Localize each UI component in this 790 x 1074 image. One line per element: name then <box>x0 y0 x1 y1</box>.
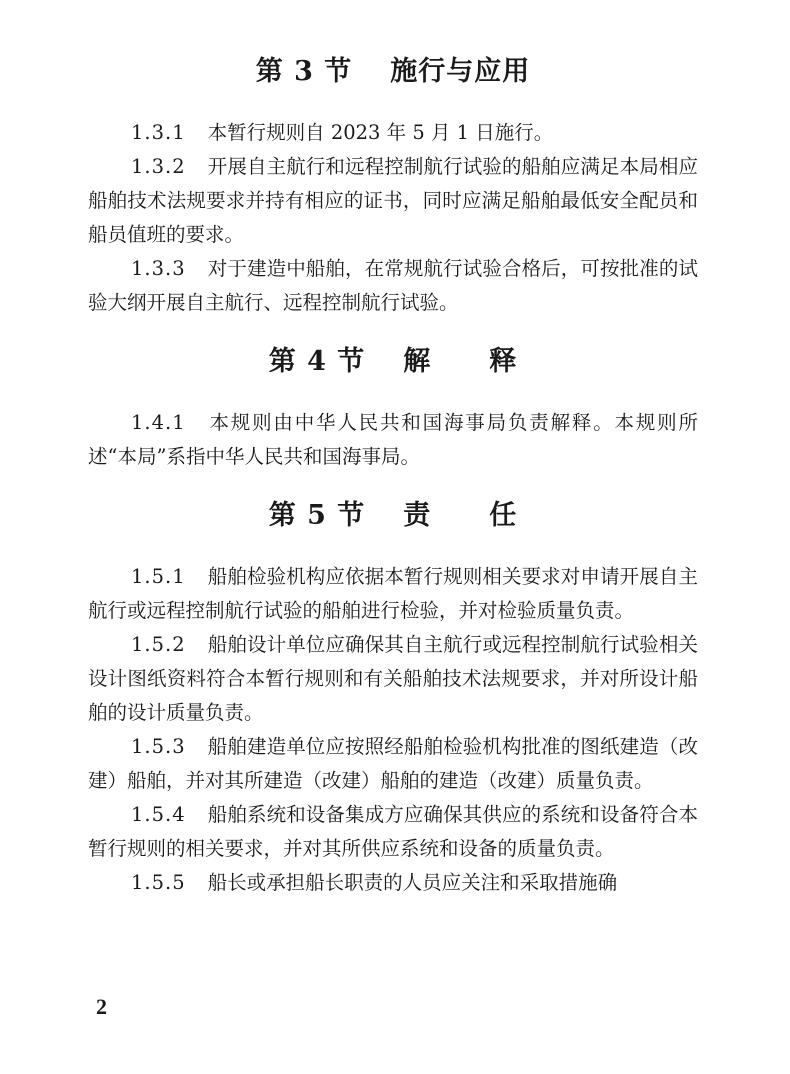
clause-text: 开展自主航行和远程控制航行试验的船舶应满足本局相应船舶技术法规要求并持有相应的证书，同时应满足船舶最低安全配员和船员值班的要求。 <box>88 155 698 246</box>
paragraph-1-5-4 <box>88 798 698 866</box>
section-4-heading <box>88 338 698 386</box>
clause-text: 本规则由中华人民共和国海事局负责解释。本规则所述“本局”系指中华人民共和国海事局。 <box>88 411 698 468</box>
section-4-number: 第 4 节 <box>268 346 366 377</box>
clause-number: 1.3.2 <box>131 155 186 178</box>
paragraph-1-4-1 <box>88 406 698 474</box>
section-5-heading <box>88 492 698 540</box>
section-3-number: 第 3 节 <box>255 56 353 87</box>
paragraph-1-5-1 <box>88 560 698 628</box>
paragraph-1-5-5 <box>88 866 698 900</box>
clause-number: 1.4.1 <box>131 411 186 434</box>
clause-text: 船舶检验机构应依据本暂行规则相关要求对申请开展自主航行或远程控制航行试验的船舶进行检验，并对检验质量负责。 <box>88 565 698 622</box>
paragraph-1-5-2 <box>88 628 698 730</box>
section-5-title-char-1: 责 <box>403 500 432 531</box>
clause-text: 船舶设计单位应确保其自主航行或远程控制航行试验相关设计图纸资料符合本暂行规则和有关船舶技术法规要求，并对所设计船舶的设计质量负责。 <box>88 633 698 724</box>
section-4-title-char-2: 释 <box>489 346 518 377</box>
clause-text: 船长或承担船长职责的人员应关注和采取措施确 <box>207 871 618 894</box>
clause-number: 1.5.4 <box>131 803 186 826</box>
paragraph-1-3-3 <box>88 252 698 320</box>
section-5-number: 第 5 节 <box>268 500 366 531</box>
clause-text: 船舶建造单位应按照经船舶检验机构批准的图纸建造（改建）船舶，并对其所建造（改建）船舶的建造（改建）质量负责。 <box>88 735 698 792</box>
section-5-title-char-2: 任 <box>489 500 518 531</box>
clause-number: 1.5.1 <box>131 565 186 588</box>
clause-text: 对于建造中船舶，在常规航行试验合格后，可按批准的试验大纲开展自主航行、远程控制航行试验。 <box>88 257 698 314</box>
paragraph-1-3-1 <box>88 116 698 150</box>
section-4-title-char-1: 解 <box>403 346 432 377</box>
paragraph-1-3-2 <box>88 150 698 252</box>
page-number: 2 <box>96 994 107 1019</box>
clause-number: 1.3.3 <box>131 257 186 280</box>
clause-number: 1.5.3 <box>131 735 186 758</box>
section-3-heading <box>88 48 698 96</box>
clause-number: 1.3.1 <box>131 121 186 144</box>
clause-text: 船舶系统和设备集成方应确保其供应的系统和设备符合本暂行规则的相关要求，并对其所供应系统和设备的质量负责。 <box>88 803 698 860</box>
paragraph-1-5-3 <box>88 730 698 798</box>
section-3-title: 施行与应用 <box>390 56 531 87</box>
clause-number: 1.5.2 <box>131 633 186 656</box>
clause-number: 1.5.5 <box>131 871 186 894</box>
clause-text: 本暂行规则自 2023 年 5 月 1 日施行。 <box>207 121 554 144</box>
